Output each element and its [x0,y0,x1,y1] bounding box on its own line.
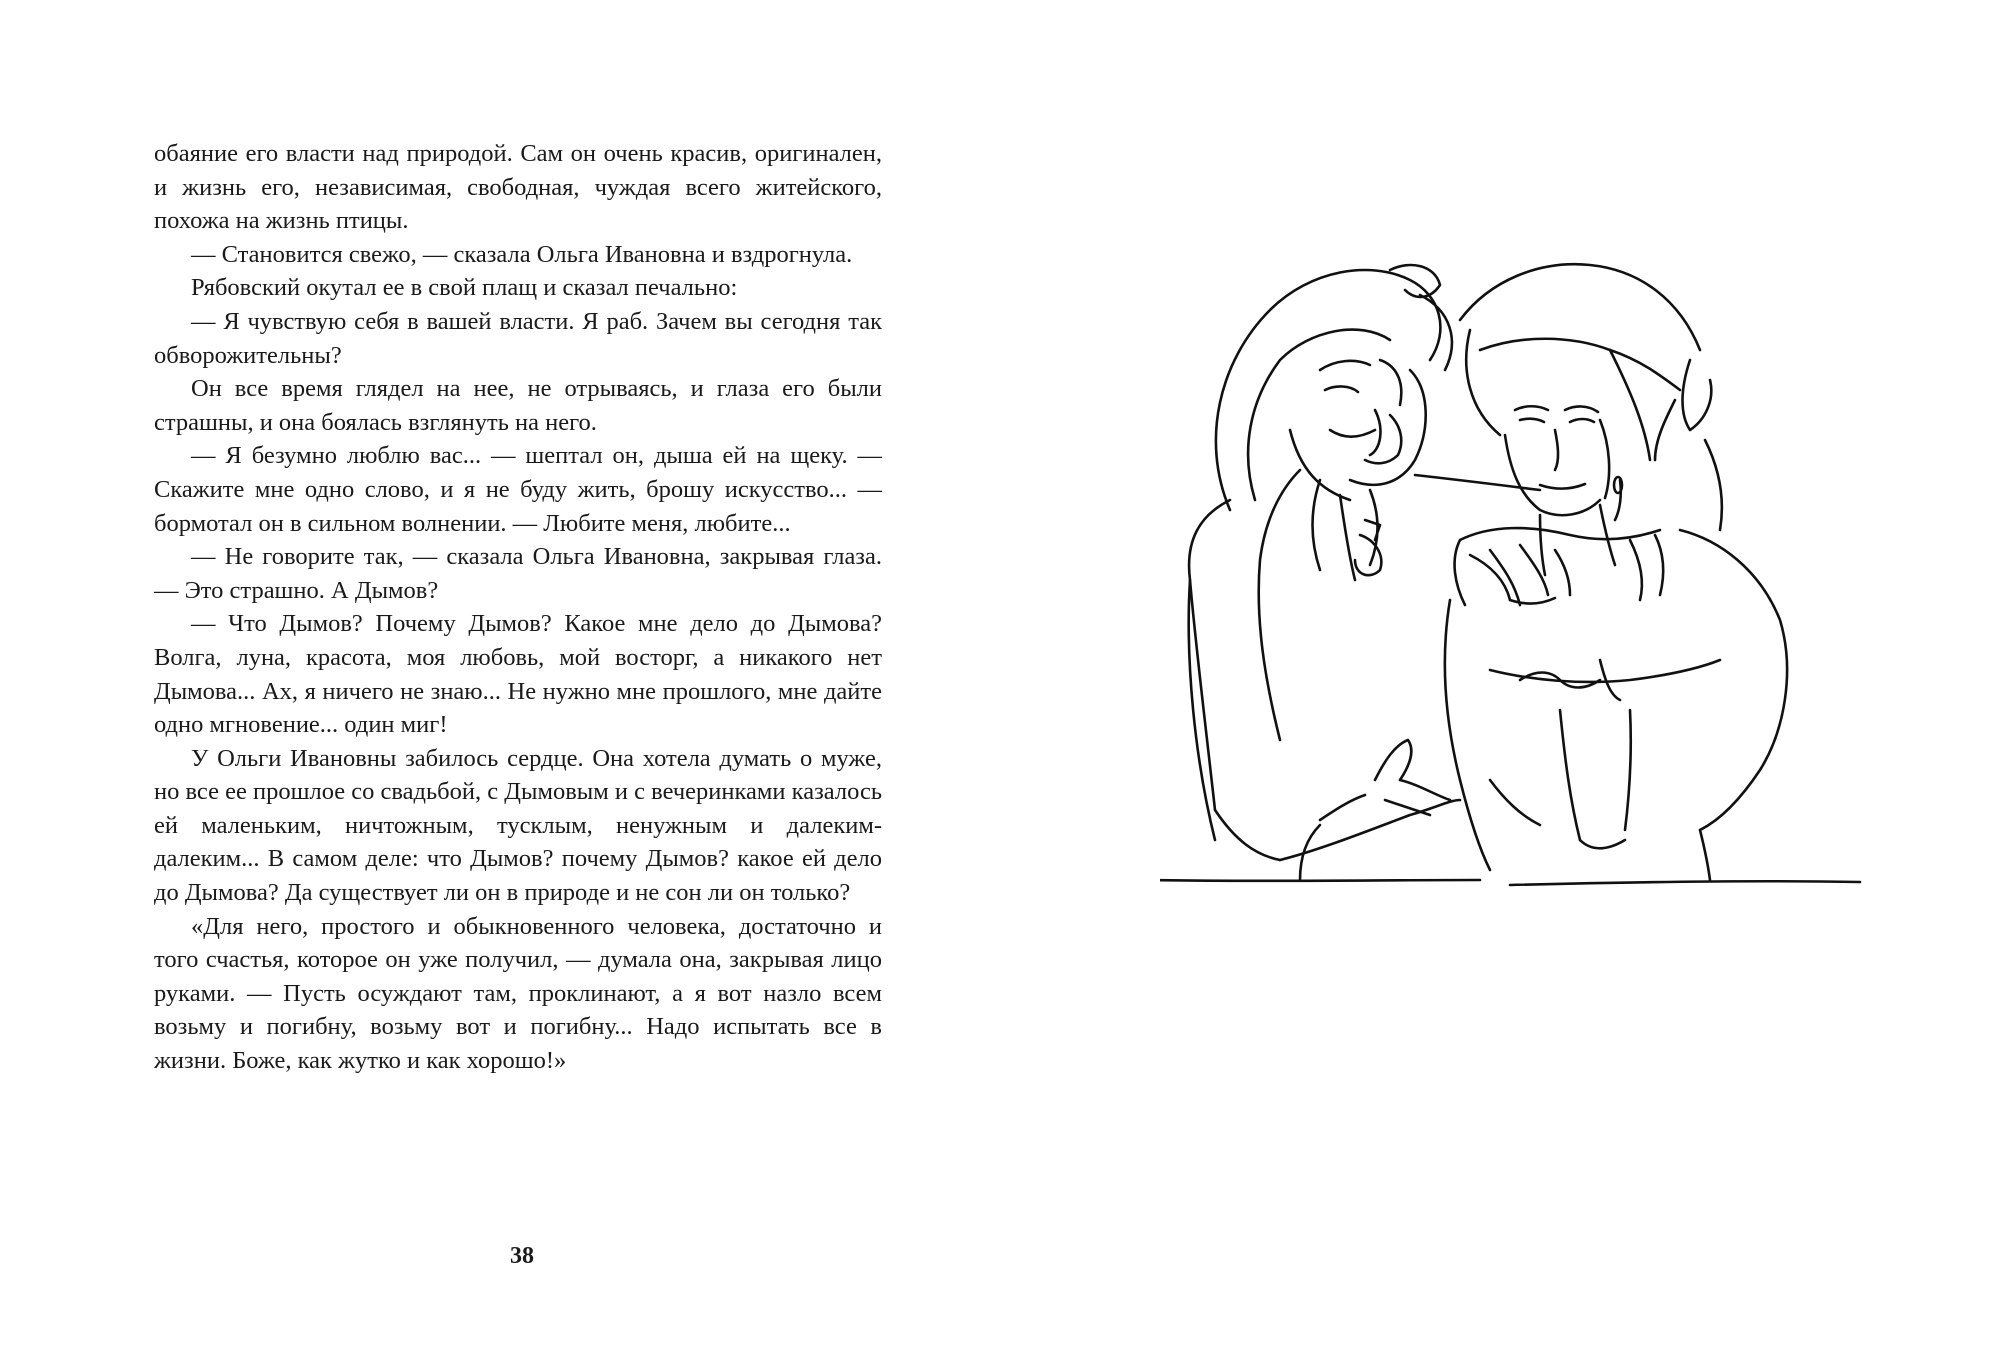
paragraph: — Я безумно люблю вас... — шептал он, дыша ей на щеку. — Скажите мне одно слово, и я не буду жить, брошу искусство... — бормотал он в сильном волнении. — Любите меня, любите... [154,442,882,537]
paragraph: — Не говорите так, — сказала Ольга Ивановна, закрывая глаза. — Это страшно. А Дымов? [154,543,882,604]
paragraph: обаяние его власти над природой. Сам он очень красив, оригинален, и жизнь его, независимая, свободная, чуждая всего житейского, похожа на жизнь птицы. [154,140,882,235]
paragraph: «Для него, простого и обыкновенного человека, достаточно и того счастья, которое он уже получил, — думала она, закрывая лицо руками. — Пусть осуждают там, проклинают, а я вот назло всем возьму и погибну, возьму вот и погибну... Надо испытать все в жизни. Боже, как жутко и как хорошо!» [154,912,882,1075]
line-drawing-couple-icon [1160,240,1920,900]
page-number: 38 [510,1243,534,1269]
paragraph: У Ольги Ивановны забилось сердце. Она хотела думать о муже, но все ее прошлое со свадьбой, с Дымовым и с вечеринками казалось ей маленьким, ничтожным, тусклым, ненужным и далеким-далеким... В самом деле: что Дымов? почему Дымов? какое ей дело до Дымова? Да существует ли он в природе и не сон ли он только? [154,744,882,907]
paragraph: — Что Дымов? Почему Дымов? Какое мне дело до Дымова? Волга, луна, красота, моя любовь, мой восторг, а никакого нет Дымова... Ах, я ничего не знаю... Не нужно мне прошлого, мне дайте одно мгновение... один миг! [154,610,882,739]
paragraph: — Я чувствую себя в вашей власти. Я раб. Зачем вы сегодня так обворожительны? [154,307,882,369]
paragraph: Он все время глядел на нее, не отрываясь, и глаза его были страшны, и она боялась взглянуть на него. [154,375,882,436]
text-column [154,137,882,1078]
paragraph: — Становится свежо, — сказала Ольга Ивановна и вздрогнула. [191,240,853,268]
paragraph: Рябовский окутал ее в свой плащ и сказал печально: [191,274,738,302]
